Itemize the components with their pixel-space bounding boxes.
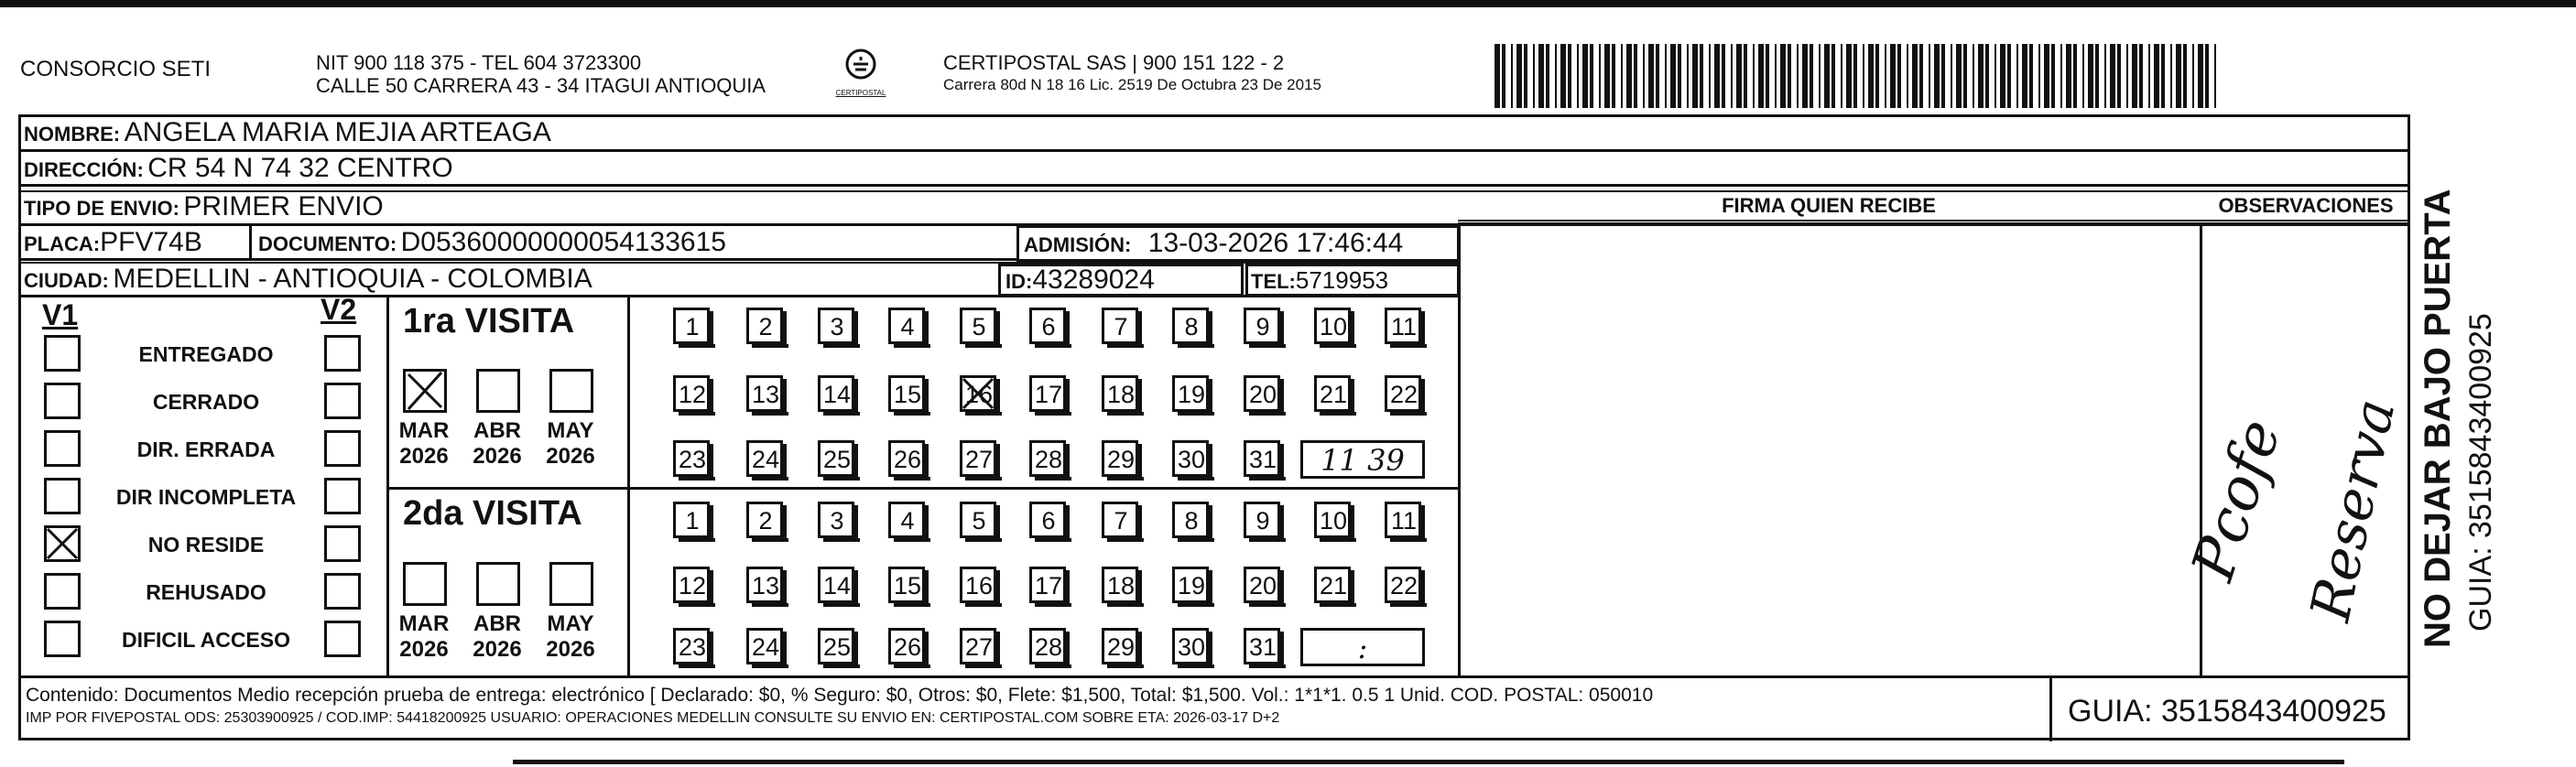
visit1-day-box[interactable]: 23 xyxy=(673,440,710,477)
barcode-bar xyxy=(1511,44,1513,108)
barcode-bar xyxy=(2095,44,2099,108)
barcode-bar xyxy=(2148,44,2150,108)
address-line: CALLE 50 CARRERA 43 - 34 ITAGUI ANTIOQUIA xyxy=(316,74,766,97)
barcode-bar xyxy=(1582,44,1588,108)
visit2-day-box[interactable]: 29 xyxy=(1102,628,1138,664)
barcode-bar xyxy=(1941,44,1945,108)
barcode-bar xyxy=(1797,44,1799,108)
top-edge-line xyxy=(0,0,2576,7)
v1-checkbox[interactable] xyxy=(44,525,81,562)
visit2-day-box[interactable]: 11 xyxy=(1385,502,1421,538)
barcode-bar xyxy=(2183,44,2187,108)
barcode-bar xyxy=(1687,44,1689,108)
barcode-bar xyxy=(1568,44,1571,108)
check-mark-icon xyxy=(44,525,81,562)
col-line xyxy=(249,225,252,260)
row-line xyxy=(386,487,1460,490)
v2-checkbox[interactable] xyxy=(324,335,361,372)
barcode-bar xyxy=(1590,44,1593,108)
barcode-bar xyxy=(1621,44,1623,108)
v2-checkbox[interactable] xyxy=(324,573,361,610)
v1-checkbox[interactable] xyxy=(44,383,81,419)
barcode-bar xyxy=(2154,44,2159,108)
v1-checkbox[interactable] xyxy=(44,335,81,372)
visit1-day-box[interactable]: 20 xyxy=(1244,375,1280,412)
barcode-bar xyxy=(1736,44,1742,108)
visit2-day-box[interactable]: 16 xyxy=(960,567,996,603)
visit1-day-box[interactable]: 4 xyxy=(888,308,925,344)
side-notice: NO DEJAR BAJO PUERTA xyxy=(2418,189,2458,648)
barcode-bar xyxy=(1678,44,1681,108)
nit-line: NIT 900 118 375 - TEL 604 3723300 xyxy=(316,51,642,74)
barcode-bar xyxy=(1700,44,1703,108)
barcode-bar xyxy=(2082,44,2084,108)
visit2-day-box[interactable]: 3 xyxy=(818,502,854,538)
footer-guia: GUIA: 3515843400925 xyxy=(2068,694,2386,729)
barcode-bar xyxy=(1665,44,1667,108)
footer-imp: IMP POR FIVEPOSTAL ODS: 25303900925 / COD.IMP: 54418200925 USUARIO: OPERACIONES MEDELLIN CONSULTE SU ENVIO EN: CERTIPOSTAL.COM SOBRE ETA: 2026-03-17 D+2 xyxy=(26,710,1280,726)
barcode-bar xyxy=(1788,44,1791,108)
barcode-bar xyxy=(1810,44,1813,108)
visit1-day-box[interactable]: 27 xyxy=(960,440,996,477)
barcode-bar xyxy=(1846,44,1852,108)
nombre-value: ANGELA MARIA MEJIA ARTEAGA xyxy=(124,117,551,147)
barcode-bar xyxy=(2198,44,2203,108)
barcode-bar xyxy=(1692,44,1698,108)
barcode-bar xyxy=(1722,44,1725,108)
barcode-bar xyxy=(1841,44,1842,108)
row-line xyxy=(1458,222,2410,226)
col-line xyxy=(2200,224,2202,676)
signature: Pcofe xyxy=(2179,411,2295,589)
visit1-day-box[interactable]: 29 xyxy=(1102,440,1138,477)
barcode-bar xyxy=(2000,44,2005,108)
check-mark-icon xyxy=(960,375,996,412)
barcode-bar xyxy=(1643,44,1645,108)
visit1-day-box[interactable]: 30 xyxy=(1172,440,1209,477)
barcode-bar xyxy=(2132,44,2137,108)
visit1-day-box[interactable]: 5 xyxy=(960,308,996,344)
license-line: Carrera 80d N 18 16 Lic. 2519 De Octubra 23 De 2015 xyxy=(943,76,1321,93)
logo-icon xyxy=(841,48,881,84)
visit2-month-checkbox[interactable] xyxy=(403,562,447,606)
barcode-bar xyxy=(2066,44,2071,108)
bottom-edge-line xyxy=(513,760,2344,764)
barcode-bar xyxy=(2161,44,2165,108)
barcode-bar xyxy=(1753,44,1755,108)
visit1-day-box[interactable]: 31 xyxy=(1244,440,1280,477)
visit2-day-box[interactable]: 23 xyxy=(673,628,710,664)
visit1-month-label: MAY 2026 xyxy=(546,418,595,469)
visit1-day-box[interactable]: 19 xyxy=(1172,375,1209,412)
placa-row xyxy=(24,225,202,265)
barcode-bar xyxy=(1744,44,1747,108)
reason-label: NO RESIDE xyxy=(147,533,265,556)
barcode-bar xyxy=(2007,44,2011,108)
certipostal-logo xyxy=(824,48,897,97)
v1-checkbox[interactable] xyxy=(44,621,81,657)
v2-checkbox[interactable] xyxy=(324,525,361,562)
direccion-label: DIRECCIÓN: xyxy=(24,158,144,181)
visit2-time-box[interactable]: : xyxy=(1300,628,1425,666)
barcode-bar xyxy=(1934,44,1940,108)
barcode-bar xyxy=(2192,44,2194,108)
visit2-day-box[interactable]: 22 xyxy=(1385,567,1421,603)
visit2-month-checkbox[interactable] xyxy=(549,562,593,606)
id-label: ID: xyxy=(1005,270,1033,293)
barcode-bar xyxy=(2104,44,2106,108)
barcode-bar xyxy=(1648,44,1654,108)
certipostal-info xyxy=(943,51,1321,95)
barcode-bar xyxy=(1577,44,1579,108)
barcode-bar xyxy=(2029,44,2033,108)
v2-checkbox[interactable] xyxy=(324,621,361,657)
reason-label: DIFICIL ACCESO xyxy=(121,628,290,652)
visit1-day-box[interactable]: 9 xyxy=(1244,308,1280,344)
visit2-day-box[interactable]: 24 xyxy=(746,628,783,664)
barcode-bar xyxy=(2073,44,2077,108)
v1-label: V1 xyxy=(42,298,79,331)
reason-label: REHUSADO xyxy=(146,580,266,604)
visit1-month-checkbox[interactable] xyxy=(549,369,593,413)
observation-handwriting: Reserva xyxy=(2299,394,2408,627)
visit2-day-box[interactable]: 19 xyxy=(1172,567,1209,603)
col-line xyxy=(627,297,630,675)
visit1-day-box[interactable]: 14 xyxy=(818,375,854,412)
barcode-bar xyxy=(2205,44,2209,108)
tipo-row xyxy=(24,190,384,228)
visit1-day-box[interactable]: 3 xyxy=(818,308,854,344)
visit1-day-box[interactable]: 25 xyxy=(818,440,854,477)
placa-value: PFV74B xyxy=(100,227,202,257)
visit1-title: 1ra VISITA xyxy=(403,302,575,340)
col-line xyxy=(386,297,389,675)
barcode-bar xyxy=(2110,44,2115,108)
v2-label: V2 xyxy=(321,293,357,326)
visit1-day-box[interactable]: 1 xyxy=(673,308,710,344)
barcode-bar xyxy=(1599,44,1601,108)
barcode-bar xyxy=(1634,44,1637,108)
visit2-day-box[interactable]: 25 xyxy=(818,628,854,664)
barcode-bar xyxy=(1819,44,1821,108)
visit1-day-box[interactable]: 22 xyxy=(1385,375,1421,412)
barcode-bar xyxy=(2022,44,2027,108)
visit2-day-box[interactable]: 27 xyxy=(960,628,996,664)
visit1-month-checkbox[interactable] xyxy=(476,369,520,413)
visit2-day-box[interactable]: 28 xyxy=(1029,628,1066,664)
tel-row xyxy=(1251,264,1388,301)
v1-checkbox[interactable] xyxy=(44,430,81,467)
v2-checkbox[interactable] xyxy=(324,478,361,514)
visit2-day-box[interactable]: 10 xyxy=(1314,502,1351,538)
barcode-bar xyxy=(1502,44,1505,108)
barcode-bar xyxy=(1963,44,1967,108)
visit1-day-box[interactable]: 17 xyxy=(1029,375,1066,412)
visit1-day-box[interactable]: 6 xyxy=(1029,308,1066,344)
barcode-bar xyxy=(1824,44,1830,108)
documento-label: DOCUMENTO: xyxy=(258,232,397,255)
barcode-bar xyxy=(1714,44,1720,108)
documento-row xyxy=(258,225,726,265)
barcode-bar xyxy=(1612,44,1615,108)
barcode-bar xyxy=(2016,44,2018,108)
barcode-bar xyxy=(1626,44,1632,108)
side-guia: GUIA: 3515843400925 xyxy=(2463,313,2498,632)
footer-contenido: Contenido: Documentos Medio recepción prueba de entrega: electrónico [ Declarado: $0, % Seguro: $0, Otros: $0, Flete: $1,500, Total: $1,500. Vol.: 1*1*1. 0.5 1 Unid. COD. POSTAL: 050010 xyxy=(26,685,1654,706)
visit1-day-box[interactable]: 10 xyxy=(1314,308,1351,344)
id-row xyxy=(1005,264,1155,301)
row-line xyxy=(1458,220,2410,221)
barcode-bar xyxy=(2214,44,2216,108)
col-line xyxy=(2049,675,2052,741)
tel-label: TEL: xyxy=(1251,270,1296,293)
reason-label: DIR. ERRADA xyxy=(136,438,276,461)
visit1-day-box[interactable]: 16 xyxy=(960,375,996,412)
reason-label: ENTREGADO xyxy=(138,342,274,366)
reason-label: DIR INCOMPLETA xyxy=(115,485,297,509)
visit2-day-box[interactable]: 17 xyxy=(1029,567,1066,603)
visit1-day-box[interactable]: 7 xyxy=(1102,308,1138,344)
check-mark-icon xyxy=(403,369,447,413)
company-name: CONSORCIO SETI xyxy=(20,57,212,81)
visit1-day-box[interactable]: 18 xyxy=(1102,375,1138,412)
barcode-bar xyxy=(1555,44,1557,108)
barcode-bar xyxy=(1731,44,1733,108)
barcode-bar xyxy=(1538,44,1544,108)
visit1-day-box[interactable]: 2 xyxy=(746,308,783,344)
barcode xyxy=(1495,44,2227,108)
visit2-day-box[interactable]: 18 xyxy=(1102,567,1138,603)
visit1-day-box[interactable]: 21 xyxy=(1314,375,1351,412)
barcode-bar xyxy=(1890,44,1896,108)
barcode-bar xyxy=(1868,44,1874,108)
barcode-bar xyxy=(2088,44,2093,108)
documento-value: D05360000000054133615 xyxy=(400,227,726,257)
barcode-bar xyxy=(2126,44,2128,108)
tipo-label: TIPO DE ENVIO: xyxy=(24,197,179,220)
barcode-bar xyxy=(1560,44,1566,108)
barcode-bar xyxy=(2117,44,2121,108)
visit1-day-box[interactable]: 24 xyxy=(746,440,783,477)
id-value: 43289024 xyxy=(1032,265,1155,295)
visit1-month-checkbox[interactable] xyxy=(403,369,447,413)
visit2-day-box[interactable]: 15 xyxy=(888,567,925,603)
visit1-day-box[interactable]: 26 xyxy=(888,440,925,477)
barcode-bar xyxy=(1495,44,1500,108)
barcode-bar xyxy=(1831,44,1835,108)
barcode-bar xyxy=(1758,44,1764,108)
barcode-bar xyxy=(1766,44,1769,108)
visit2-month-label: MAY 2026 xyxy=(546,611,595,662)
barcode-bar xyxy=(1897,44,1901,108)
ciudad-value: MEDELLIN - ANTIOQUIA - COLOMBIA xyxy=(113,264,592,294)
barcode-bar xyxy=(1919,44,1923,108)
v1-checkbox[interactable] xyxy=(44,573,81,610)
direccion-value: CR 54 N 74 32 CENTRO xyxy=(147,153,453,183)
visit2-day-box[interactable]: 12 xyxy=(673,567,710,603)
visit1-month-label: MAR 2026 xyxy=(398,418,450,469)
barcode-bar xyxy=(1973,44,1974,108)
visit2-day-box[interactable]: 2 xyxy=(746,502,783,538)
v2-checkbox[interactable] xyxy=(324,430,361,467)
visit2-day-box[interactable]: 9 xyxy=(1244,502,1280,538)
visit2-day-box[interactable]: 4 xyxy=(888,502,925,538)
tipo-value: PRIMER ENVIO xyxy=(183,191,384,221)
barcode-bar xyxy=(1929,44,1930,108)
barcode-bar xyxy=(2170,44,2172,108)
v1-checkbox[interactable] xyxy=(44,478,81,514)
ciudad-row xyxy=(24,264,592,299)
tel-value: 5719953 xyxy=(1295,266,1389,294)
certipostal-line: CERTIPOSTAL SAS | 900 151 122 - 2 xyxy=(943,51,1285,74)
visit2-month-label: MAR 2026 xyxy=(398,611,450,662)
firma-header: FIRMA QUIEN RECIBE xyxy=(1722,194,1936,217)
visit2-day-box[interactable]: 5 xyxy=(960,502,996,538)
barcode-bar xyxy=(1533,44,1535,108)
barcode-bar xyxy=(1656,44,1659,108)
visit1-day-box[interactable]: 11 xyxy=(1385,308,1421,344)
barcode-bar xyxy=(1775,44,1777,108)
barcode-bar xyxy=(1709,44,1711,108)
ciudad-label: CIUDAD: xyxy=(24,269,109,292)
visit1-month-label: ABR 2026 xyxy=(473,418,522,469)
visit2-month-label: ABR 2026 xyxy=(473,611,522,662)
v2-checkbox[interactable] xyxy=(324,383,361,419)
barcode-bar xyxy=(1546,44,1549,108)
visit2-day-box[interactable]: 14 xyxy=(818,567,854,603)
barcode-bar xyxy=(1863,44,1864,108)
placa-label: PLACA: xyxy=(24,232,101,255)
visit2-title: 2da VISITA xyxy=(403,494,582,533)
barcode-bar xyxy=(2060,44,2062,108)
visit2-day-box[interactable]: 7 xyxy=(1102,502,1138,538)
visit1-day-box[interactable]: 13 xyxy=(746,375,783,412)
barcode-bar xyxy=(1802,44,1808,108)
barcode-bar xyxy=(1516,44,1522,108)
visit2-day-box[interactable]: 6 xyxy=(1029,502,1066,538)
barcode-bar xyxy=(2044,44,2049,108)
visit2-day-box[interactable]: 8 xyxy=(1172,502,1209,538)
barcode-bar xyxy=(1670,44,1676,108)
admision-value: 13-03-2026 17:46:44 xyxy=(1147,228,1404,258)
barcode-bar xyxy=(1780,44,1786,108)
barcode-bar xyxy=(1524,44,1527,108)
visit2-day-box[interactable]: 31 xyxy=(1244,628,1280,664)
barcode-bar xyxy=(1951,44,1952,108)
barcode-bar xyxy=(1994,44,1996,108)
visit1-day-box[interactable]: 28 xyxy=(1029,440,1066,477)
visit2-day-box[interactable]: 21 xyxy=(1314,567,1351,603)
barcode-bar xyxy=(2139,44,2143,108)
visit2-day-box[interactable]: 1 xyxy=(673,502,710,538)
visit2-day-box[interactable]: 13 xyxy=(746,567,783,603)
visit2-day-box[interactable]: 30 xyxy=(1172,628,1209,664)
visit2-day-box[interactable]: 20 xyxy=(1244,567,1280,603)
barcode-bar xyxy=(1885,44,1886,108)
barcode-bar xyxy=(1875,44,1879,108)
visit2-day-box[interactable]: 26 xyxy=(888,628,925,664)
barcode-bar xyxy=(1912,44,1918,108)
direccion-row xyxy=(24,152,453,189)
admision-row xyxy=(1024,226,1403,265)
visit1-day-box[interactable]: 12 xyxy=(673,375,710,412)
company-contact xyxy=(316,51,766,97)
logo-text: CERTIPOSTAL xyxy=(835,89,886,97)
nombre-row xyxy=(24,116,551,154)
barcode-bar xyxy=(2176,44,2181,108)
nombre-label: NOMBRE: xyxy=(24,123,121,146)
barcode-bar xyxy=(1956,44,1962,108)
barcode-bar xyxy=(1853,44,1857,108)
barcode-bar xyxy=(1907,44,1908,108)
admision-label: ADMISIÓN: xyxy=(1024,233,1132,256)
barcode-bar xyxy=(2038,44,2040,108)
reason-label: CERRADO xyxy=(152,390,260,414)
observaciones-header: OBSERVACIONES xyxy=(2218,194,2394,217)
barcode-bar xyxy=(2051,44,2055,108)
barcode-bar xyxy=(1985,44,1989,108)
visit1-day-box[interactable]: 15 xyxy=(888,375,925,412)
visit1-time-box[interactable]: 11 39 xyxy=(1300,440,1425,479)
visit2-month-checkbox[interactable] xyxy=(476,562,520,606)
visit1-day-box[interactable]: 8 xyxy=(1172,308,1209,344)
barcode-bar xyxy=(1978,44,1984,108)
barcode-bar xyxy=(1604,44,1610,108)
